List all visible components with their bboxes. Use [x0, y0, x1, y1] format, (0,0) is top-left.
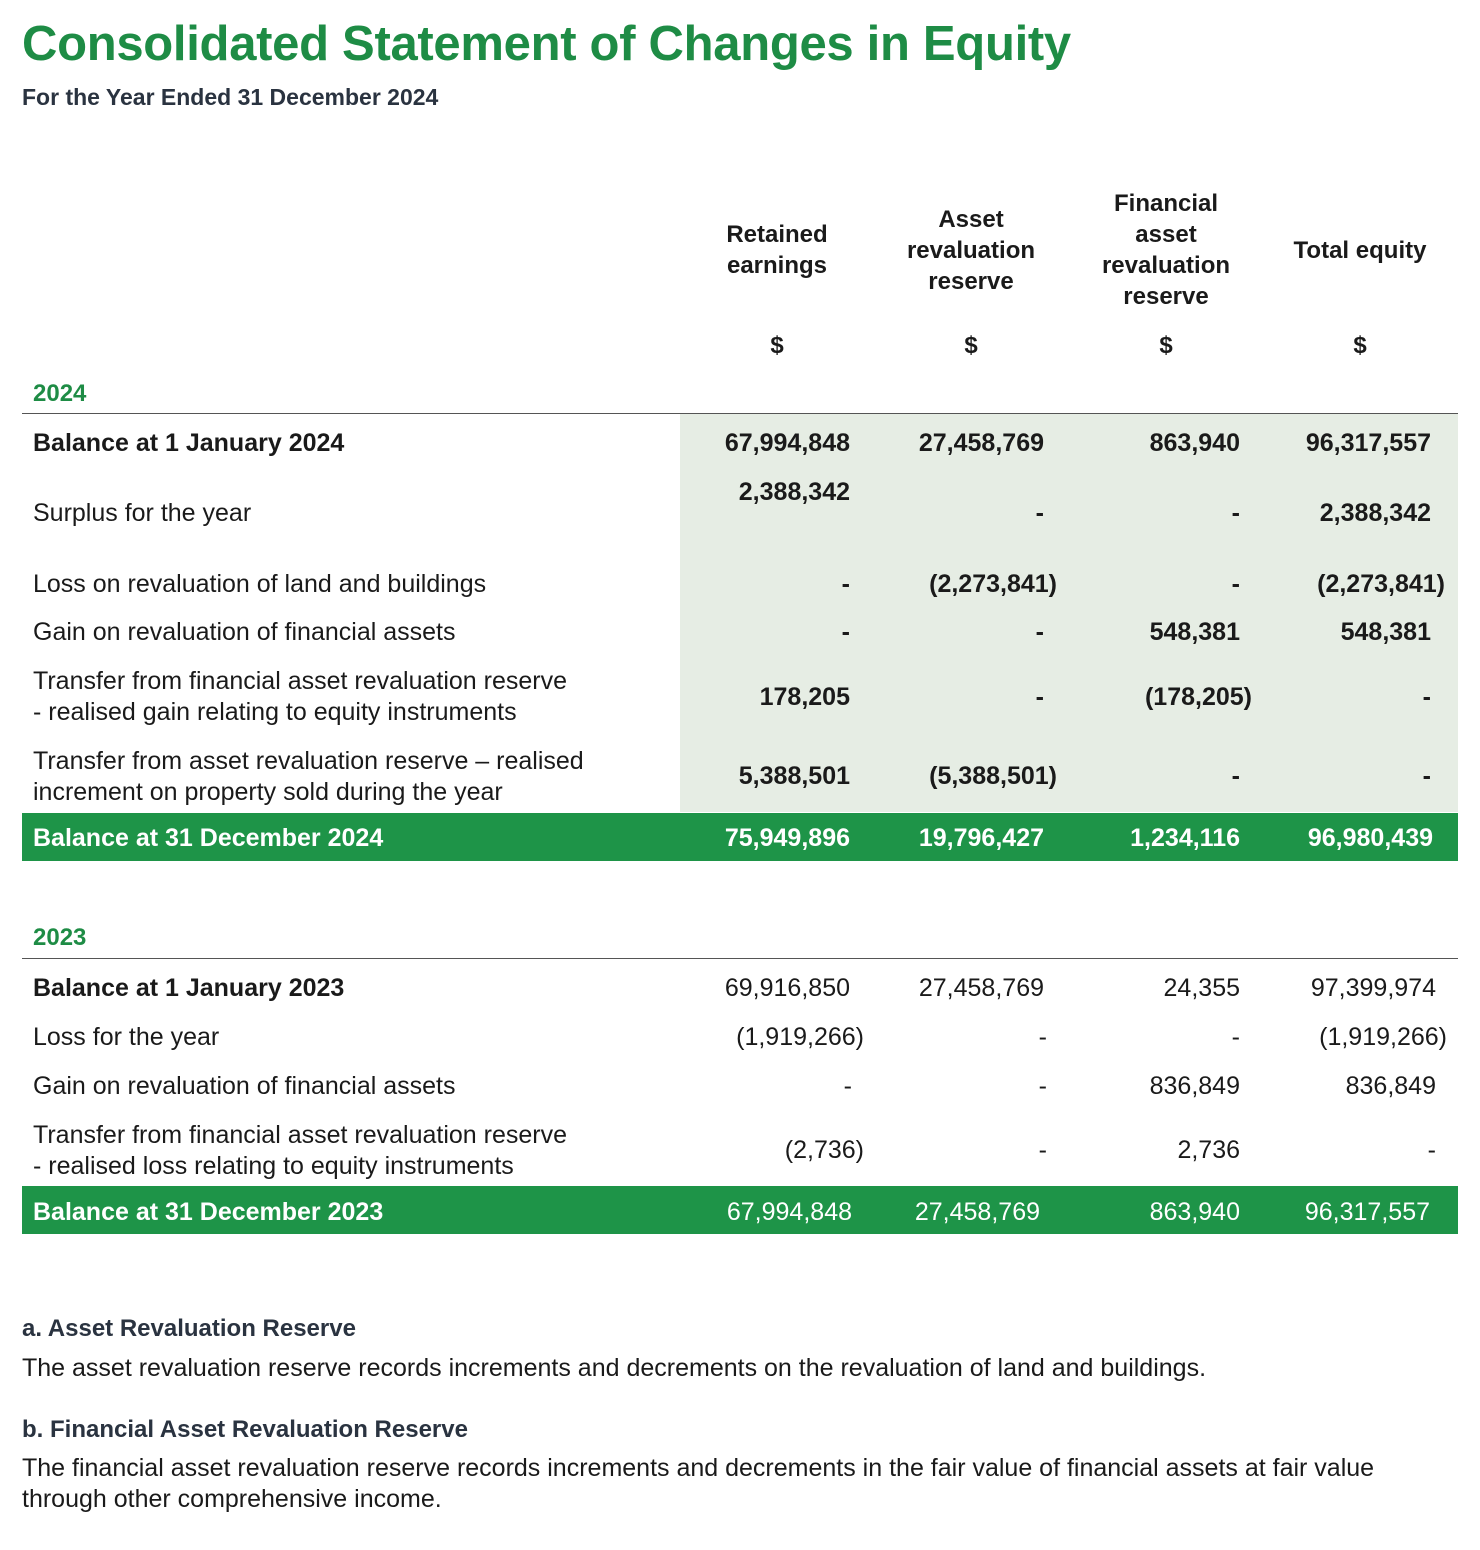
cell-retained-earnings: 5,388,501	[738, 762, 850, 790]
unit-asset-revaluation-reserve: $	[964, 332, 978, 359]
cell-asset-revaluation-reserve: 19,796,427	[918, 824, 1044, 852]
cell-financial-asset-revaluation-reserve: 863,940	[1149, 429, 1240, 457]
col-heading-total-equity: Total equity	[1293, 237, 1427, 264]
note-text-asset-revaluation-reserve: The asset revaluation reserve records increments and decrements on the revaluation of land and buildings.	[22, 1354, 1207, 1382]
row-label-line1: Transfer from asset revaluation reserve – realised	[33, 747, 584, 775]
cell-total-equity: 836,849	[1345, 1072, 1436, 1100]
current-year-shading	[680, 414, 1458, 812]
section-year-2024: 2024	[33, 380, 87, 407]
row-label: Loss on revaluation of land and buildings	[33, 570, 487, 598]
row-label: Balance at 31 December 2023	[33, 1198, 384, 1226]
cell-retained-earnings: 69,916,850	[724, 974, 850, 1002]
cell-financial-asset-revaluation-reserve: -	[1231, 762, 1240, 790]
cell-total-equity: 2,388,342	[1319, 499, 1431, 527]
cell-financial-asset-revaluation-reserve: 2,736	[1177, 1136, 1240, 1164]
section-divider-2023	[22, 958, 1458, 959]
cell-retained-earnings: -	[841, 618, 850, 646]
section-year-2023: 2023	[33, 924, 87, 951]
row-label: Surplus for the year	[33, 499, 252, 527]
cell-asset-revaluation-reserve: 27,458,769	[918, 429, 1044, 457]
cell-financial-asset-revaluation-reserve: -	[1231, 499, 1240, 527]
cell-retained-earnings: 67,994,848	[726, 1198, 852, 1226]
row-label-line2: - realised loss relating to equity instruments	[33, 1152, 514, 1180]
cell-retained-earnings: (1,919,266)	[736, 1023, 864, 1051]
cell-total-equity: (1,919,266)	[1319, 1023, 1447, 1051]
cell-financial-asset-revaluation-reserve: -	[1231, 570, 1240, 598]
row-label: Balance at 1 January 2023	[33, 974, 345, 1002]
row-label: Gain on revaluation of financial assets	[33, 1072, 456, 1100]
cell-asset-revaluation-reserve: 27,458,769	[918, 974, 1044, 1002]
table-row-closing-2023	[22, 1186, 1458, 1234]
row-label-line2: increment on property sold during the year	[33, 778, 503, 806]
cell-financial-asset-revaluation-reserve: 24,355	[1163, 974, 1240, 1002]
cell-total-equity: -	[1427, 1136, 1436, 1164]
cell-total-equity: 96,980,439	[1307, 824, 1433, 852]
unit-total-equity: $	[1353, 332, 1367, 359]
cell-financial-asset-revaluation-reserve: (178,205)	[1144, 683, 1252, 711]
cell-asset-revaluation-reserve: 27,458,769	[914, 1198, 1040, 1226]
cell-financial-asset-revaluation-reserve: -	[1231, 1023, 1240, 1051]
row-label: Loss for the year	[33, 1023, 220, 1051]
cell-financial-asset-revaluation-reserve: 836,849	[1149, 1072, 1240, 1100]
cell-asset-revaluation-reserve: -	[1038, 1072, 1047, 1100]
note-text-financial-asset-revaluation-reserve: The financial asset revaluation reserve records increments and decrements in the fair value of financial assets at fair value through other comprehensive income.	[22, 1454, 1375, 1513]
row-label-line2: - realised gain relating to equity instruments	[33, 698, 517, 726]
cell-total-equity: -	[1422, 762, 1431, 790]
cell-total-equity: 96,317,557	[1304, 1198, 1430, 1226]
cell-asset-revaluation-reserve: (2,273,841)	[929, 570, 1057, 598]
row-label: Gain on revaluation of financial assets	[33, 618, 456, 646]
cell-asset-revaluation-reserve: (5,388,501)	[929, 762, 1057, 790]
page-subtitle: For the Year Ended 31 December 2024	[22, 84, 439, 110]
cell-asset-revaluation-reserve: -	[1035, 618, 1044, 646]
cell-retained-earnings: -	[843, 1072, 852, 1100]
cell-retained-earnings: 178,205	[759, 683, 850, 711]
cell-financial-asset-revaluation-reserve: 548,381	[1149, 618, 1240, 646]
cell-asset-revaluation-reserve: -	[1038, 1023, 1047, 1051]
cell-asset-revaluation-reserve: -	[1038, 1136, 1047, 1164]
col-heading-asset-revaluation-reserve: Asset revaluation reserve	[906, 206, 1036, 295]
cell-asset-revaluation-reserve: -	[1035, 683, 1044, 711]
cell-retained-earnings: (2,736)	[784, 1136, 864, 1164]
cell-total-equity: 96,317,557	[1305, 429, 1431, 457]
row-label: Balance at 1 January 2024	[33, 429, 345, 457]
page-title: Consolidated Statement of Changes in Equity	[22, 17, 1071, 71]
unit-retained-earnings: $	[770, 332, 784, 359]
cell-retained-earnings: 2,388,342	[738, 478, 850, 506]
row-label-line1: Transfer from financial asset revaluation reserve	[33, 667, 568, 695]
row-label-line1: Transfer from financial asset revaluation reserve	[33, 1121, 568, 1149]
cell-financial-asset-revaluation-reserve: 863,940	[1149, 1198, 1240, 1226]
cell-retained-earnings: 67,994,848	[724, 429, 850, 457]
note-heading-asset-revaluation-reserve: a. Asset Revaluation Reserve	[22, 1315, 356, 1342]
row-label: Balance at 31 December 2024	[33, 824, 384, 852]
cell-asset-revaluation-reserve: -	[1035, 499, 1044, 527]
col-heading-financial-asset-revaluation-reserve: Financial asset revaluation reserve	[1101, 190, 1231, 310]
table-row-closing-2024	[22, 813, 1458, 861]
cell-total-equity: 97,399,974	[1310, 974, 1436, 1002]
note-heading-financial-asset-revaluation-reserve: b. Financial Asset Revaluation Reserve	[22, 1416, 468, 1443]
col-heading-retained-earnings: Retained earnings	[726, 221, 828, 279]
cell-retained-earnings: -	[841, 570, 850, 598]
cell-total-equity: 548,381	[1340, 618, 1431, 646]
unit-financial-asset-revaluation-reserve: $	[1159, 332, 1173, 359]
cell-financial-asset-revaluation-reserve: 1,234,116	[1130, 824, 1240, 852]
cell-total-equity: -	[1422, 683, 1431, 711]
cell-retained-earnings: 75,949,896	[724, 824, 850, 852]
cell-total-equity: (2,273,841)	[1317, 570, 1445, 598]
